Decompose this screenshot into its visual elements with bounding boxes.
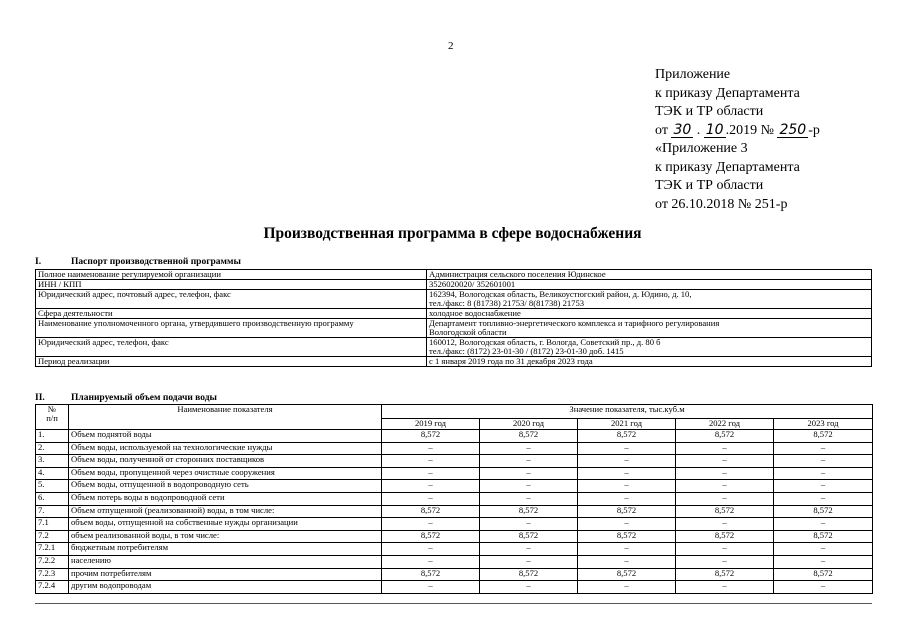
appendix-line: от 26.10.2018 № 251-р [655,196,788,212]
header-year: 2023 год [774,419,873,430]
document-title: Производственная программа в сфере водоснабжения [263,225,642,242]
row-number: 7.2.2 [36,555,69,568]
header-year: 2022 год [676,419,774,430]
indicator-value: – [480,543,578,556]
indicator-value: 8,572 [676,530,774,543]
indicator-value: – [382,543,480,556]
indicator-value: 8,572 [382,430,480,443]
indicator-value: – [480,518,578,531]
indicator-value: – [676,480,774,493]
handwritten-month: 10 [705,121,724,138]
indicator-value: – [578,543,676,556]
page-number: 2 [448,40,454,52]
indicator-value: – [578,555,676,568]
section-title: Планируемый объем подачи воды [71,393,217,403]
passport-value: 162394, Вологодская область, Великоустюгский район, д. Юдино, д. 10, тел./факс: 8 (81738) 21753/ 8(81738) 21753 [427,290,872,309]
indicator-name: Объем воды, полученной от сторонних поставщиков [69,455,382,468]
table-row [36,442,873,455]
row-number: 7.2.3 [36,568,69,581]
header-number: № п/п [36,405,69,430]
appendix-line: к приказу Департамента [655,85,800,101]
indicator-name: Объем отпущенной (реализованной) воды, в том числе: [69,505,382,518]
passport-label: Сфера деятельности [36,309,427,319]
table-row [36,430,873,443]
indicator-name: Объем воды, пропущенной через очистные сооружения [69,467,382,480]
section-title: Паспорт производственной программы [71,257,241,267]
indicator-value: 8,572 [480,505,578,518]
indicator-value: 8,572 [382,568,480,581]
indicator-value: – [676,543,774,556]
date-prefix: от [655,122,668,138]
indicator-value: – [382,581,480,594]
table-row [36,455,873,468]
section-number: I. [35,257,42,267]
indicator-value: – [774,543,873,556]
header-year: 2020 год [480,419,578,430]
table-row [36,467,873,480]
passport-value: с 1 января 2019 года по 31 декабря 2023 года [427,357,872,367]
indicator-value: – [578,480,676,493]
indicator-value: – [774,480,873,493]
indicator-value: – [382,480,480,493]
header-year: 2021 год [578,419,676,430]
passport-row [36,290,872,309]
section-number: II. [35,393,45,403]
passport-label: Полное наименование регулируемой организации [36,270,427,280]
indicator-value: 8,572 [480,530,578,543]
indicator-value: 8,572 [480,430,578,443]
appendix-date-line: от 30 . 10 .2019 № 250 -р [655,121,820,138]
order-suffix: -р [808,122,820,138]
indicator-value: – [676,455,774,468]
indicator-value: – [382,455,480,468]
row-number: 4. [36,467,69,480]
header-values: Значение показателя, тыс.куб.м [382,405,873,419]
handwritten-day: 30 [673,121,692,138]
indicator-value: – [676,581,774,594]
passport-row [36,319,872,338]
table-row [36,505,873,518]
indicator-name: населению [69,555,382,568]
indicator-value: – [480,555,578,568]
row-number: 7. [36,505,69,518]
passport-row [36,270,872,280]
indicator-name: Объем воды, используемой на технологические нужды [69,442,382,455]
indicator-value: – [774,555,873,568]
passport-label: ИНН / КПП [36,280,427,290]
table-row [36,492,873,505]
indicator-value: 8,572 [774,530,873,543]
row-number: 1. [36,430,69,443]
passport-row [36,280,872,290]
appendix-line: ТЭК и ТР области [655,104,764,119]
indicator-value: 8,572 [774,430,873,443]
section-1-heading [35,257,241,267]
passport-label: Юридический адрес, почтовый адрес, телефон, факс [36,290,427,309]
table-row [36,530,873,543]
indicator-value: – [774,581,873,594]
indicator-value: 8,572 [676,430,774,443]
indicator-value: – [774,442,873,455]
passport-label: Наименование уполномоченного органа, утвердившего производственную программу [36,319,427,338]
indicator-value: – [480,455,578,468]
row-number: 2. [36,442,69,455]
indicator-value: 8,572 [578,530,676,543]
indicator-value: – [774,455,873,468]
indicator-value: – [578,442,676,455]
appendix-line: ТЭК и ТР области [655,178,764,193]
indicator-value: 8,572 [578,505,676,518]
indicator-value: – [382,518,480,531]
appendix-line: «Приложение 3 [655,141,748,156]
appendix-block [655,66,820,214]
indicator-value: – [676,518,774,531]
water-volume-table [35,404,873,594]
passport-table [35,269,872,367]
indicator-value: – [774,492,873,505]
indicator-value: 8,572 [480,568,578,581]
indicator-value: – [774,518,873,531]
table-row [36,555,873,568]
indicator-value: – [480,492,578,505]
indicator-value: – [480,442,578,455]
indicator-name: объем воды, отпущенной на собственные нужды организации [69,518,382,531]
indicator-value: 8,572 [382,530,480,543]
indicator-value: – [578,581,676,594]
row-number: 5. [36,480,69,493]
indicator-value: – [774,467,873,480]
bottom-divider [35,603,872,604]
handwritten-order-number: 250 [779,121,807,138]
indicator-value: 8,572 [382,505,480,518]
row-number: 7.2 [36,530,69,543]
indicator-value: – [578,467,676,480]
section-2-heading [35,393,217,403]
passport-label: Юридический адрес, телефон, факс [36,338,427,357]
passport-value: 160012, Вологодская область, г. Вологда, Советский пр., д. 80 б тел./факс: (8172) 23-01-30 / (8172) 23-01-30 доб. 1415 [427,338,872,357]
passport-value: холодное водоснабжение [427,309,872,319]
row-number: 7.2.4 [36,581,69,594]
indicator-value: 8,572 [774,568,873,581]
indicator-value: – [382,467,480,480]
indicator-value: – [480,480,578,493]
indicator-value: 8,572 [676,568,774,581]
indicator-value: – [382,442,480,455]
header-indicator-name: Наименование показателя [69,405,382,430]
indicator-name: другим водопроводам [69,581,382,594]
indicator-value: – [382,555,480,568]
date-year: .2019 № [725,122,774,138]
table-row [36,581,873,594]
indicator-value: – [480,467,578,480]
indicator-name: бюджетным потребителям [69,543,382,556]
indicator-name: Объем потерь воды в водопроводной сети [69,492,382,505]
row-number: 3. [36,455,69,468]
appendix-line: Приложение [655,67,731,82]
passport-value: Департамент топливно-энергетического комплекса и тарифного регулирования Вологодской области [427,319,872,338]
header-year: 2019 год [382,419,480,430]
row-number: 7.1 [36,518,69,531]
table-row [36,518,873,531]
table-row [36,543,873,556]
indicator-name: объем реализованной воды, в том числе: [69,530,382,543]
indicator-value: – [676,555,774,568]
passport-label: Период реализации [36,357,427,367]
table-row [36,568,873,581]
appendix-line: к приказу Департамента [655,159,800,175]
indicator-value: – [480,581,578,594]
indicator-value: – [578,492,676,505]
indicator-value: – [578,518,676,531]
passport-value: 3526020020/ 352601001 [427,280,872,290]
passport-row [36,309,872,319]
indicator-value: – [578,455,676,468]
indicator-value: – [382,492,480,505]
indicator-value: 8,572 [676,505,774,518]
row-number: 6. [36,492,69,505]
indicator-value: 8,572 [578,430,676,443]
indicator-value: – [676,442,774,455]
indicator-value: 8,572 [774,505,873,518]
passport-row [36,338,872,357]
passport-value: Администрация сельского поселения Юдинское [427,270,872,280]
indicator-name: прочим потребителям [69,568,382,581]
indicator-name: Объем воды, отпущенной в водопроводную сеть [69,480,382,493]
indicator-value: – [676,492,774,505]
passport-row [36,357,872,367]
row-number: 7.2.1 [36,543,69,556]
table-row [36,480,873,493]
indicator-name: Объем поднятой воды [69,430,382,443]
indicator-value: 8,572 [578,568,676,581]
indicator-value: – [676,467,774,480]
